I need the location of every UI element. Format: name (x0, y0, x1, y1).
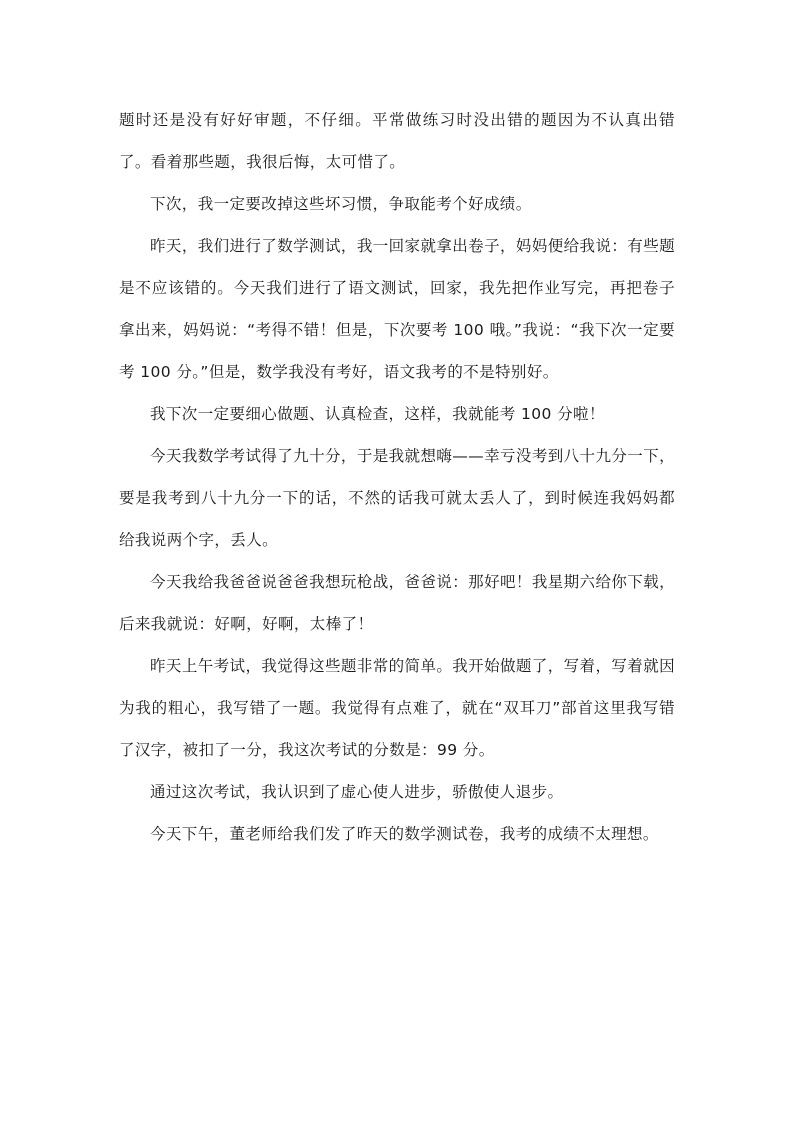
paragraph-5: 今天我数学考试得了九十分，于是我就想嗨——幸亏没考到八十九分一下，要是我考到八十九分一下的话，不然的话我可就太丢人了，到时候连我妈妈都给我说两个字，丢人。 (119, 447, 675, 549)
paragraph-8: 通过这次考试，我认识到了虚心使人进步，骄傲使人退步。 (150, 783, 564, 801)
paragraph-7: 昨天上午考试，我觉得这些题非常的简单。我开始做题了，写着，写着就因为我的粗心，我写错了一题。我觉得有点难了，就在“双耳刀”部首这里我写错了汉字，被扣了一分，我这次考试的分数是：99 分。 (119, 657, 675, 759)
paragraph-6: 今天我给我爸爸说爸爸我想玩枪战，爸爸说：那好吧！我星期六给你下载，后来我就说：好啊，好啊，太棒了！ (119, 573, 675, 633)
paragraph-9: 今天下午，董老师给我们发了昨天的数学测试卷，我考的成绩不太理想。 (150, 825, 659, 843)
document-body (119, 99, 675, 855)
paragraph-1: 题时还是没有好好审题，不仔细。平常做练习时没出错的题因为不认真出错了。看着那些题，我很后悔，太可惜了。 (119, 111, 675, 171)
paragraph-2: 下次，我一定要改掉这些坏习惯，争取能考个好成绩。 (150, 195, 532, 213)
paragraph-3: 昨天，我们进行了数学测试，我一回家就拿出卷子，妈妈便给我说：有些题是不应该错的。今天我们进行了语文测试，回家，我先把作业写完，再把卷子拿出来，妈妈说：“考得不错！但是，下次要考 100 哦。”我说：“我下次一定要考 100 分。”但是，数学我没有考好，语文我考的不是特别好。 (119, 237, 675, 381)
paragraph-4: 我下次一定要细心做题、认真检查，这样，我就能考 100 分啦！ (150, 405, 605, 423)
